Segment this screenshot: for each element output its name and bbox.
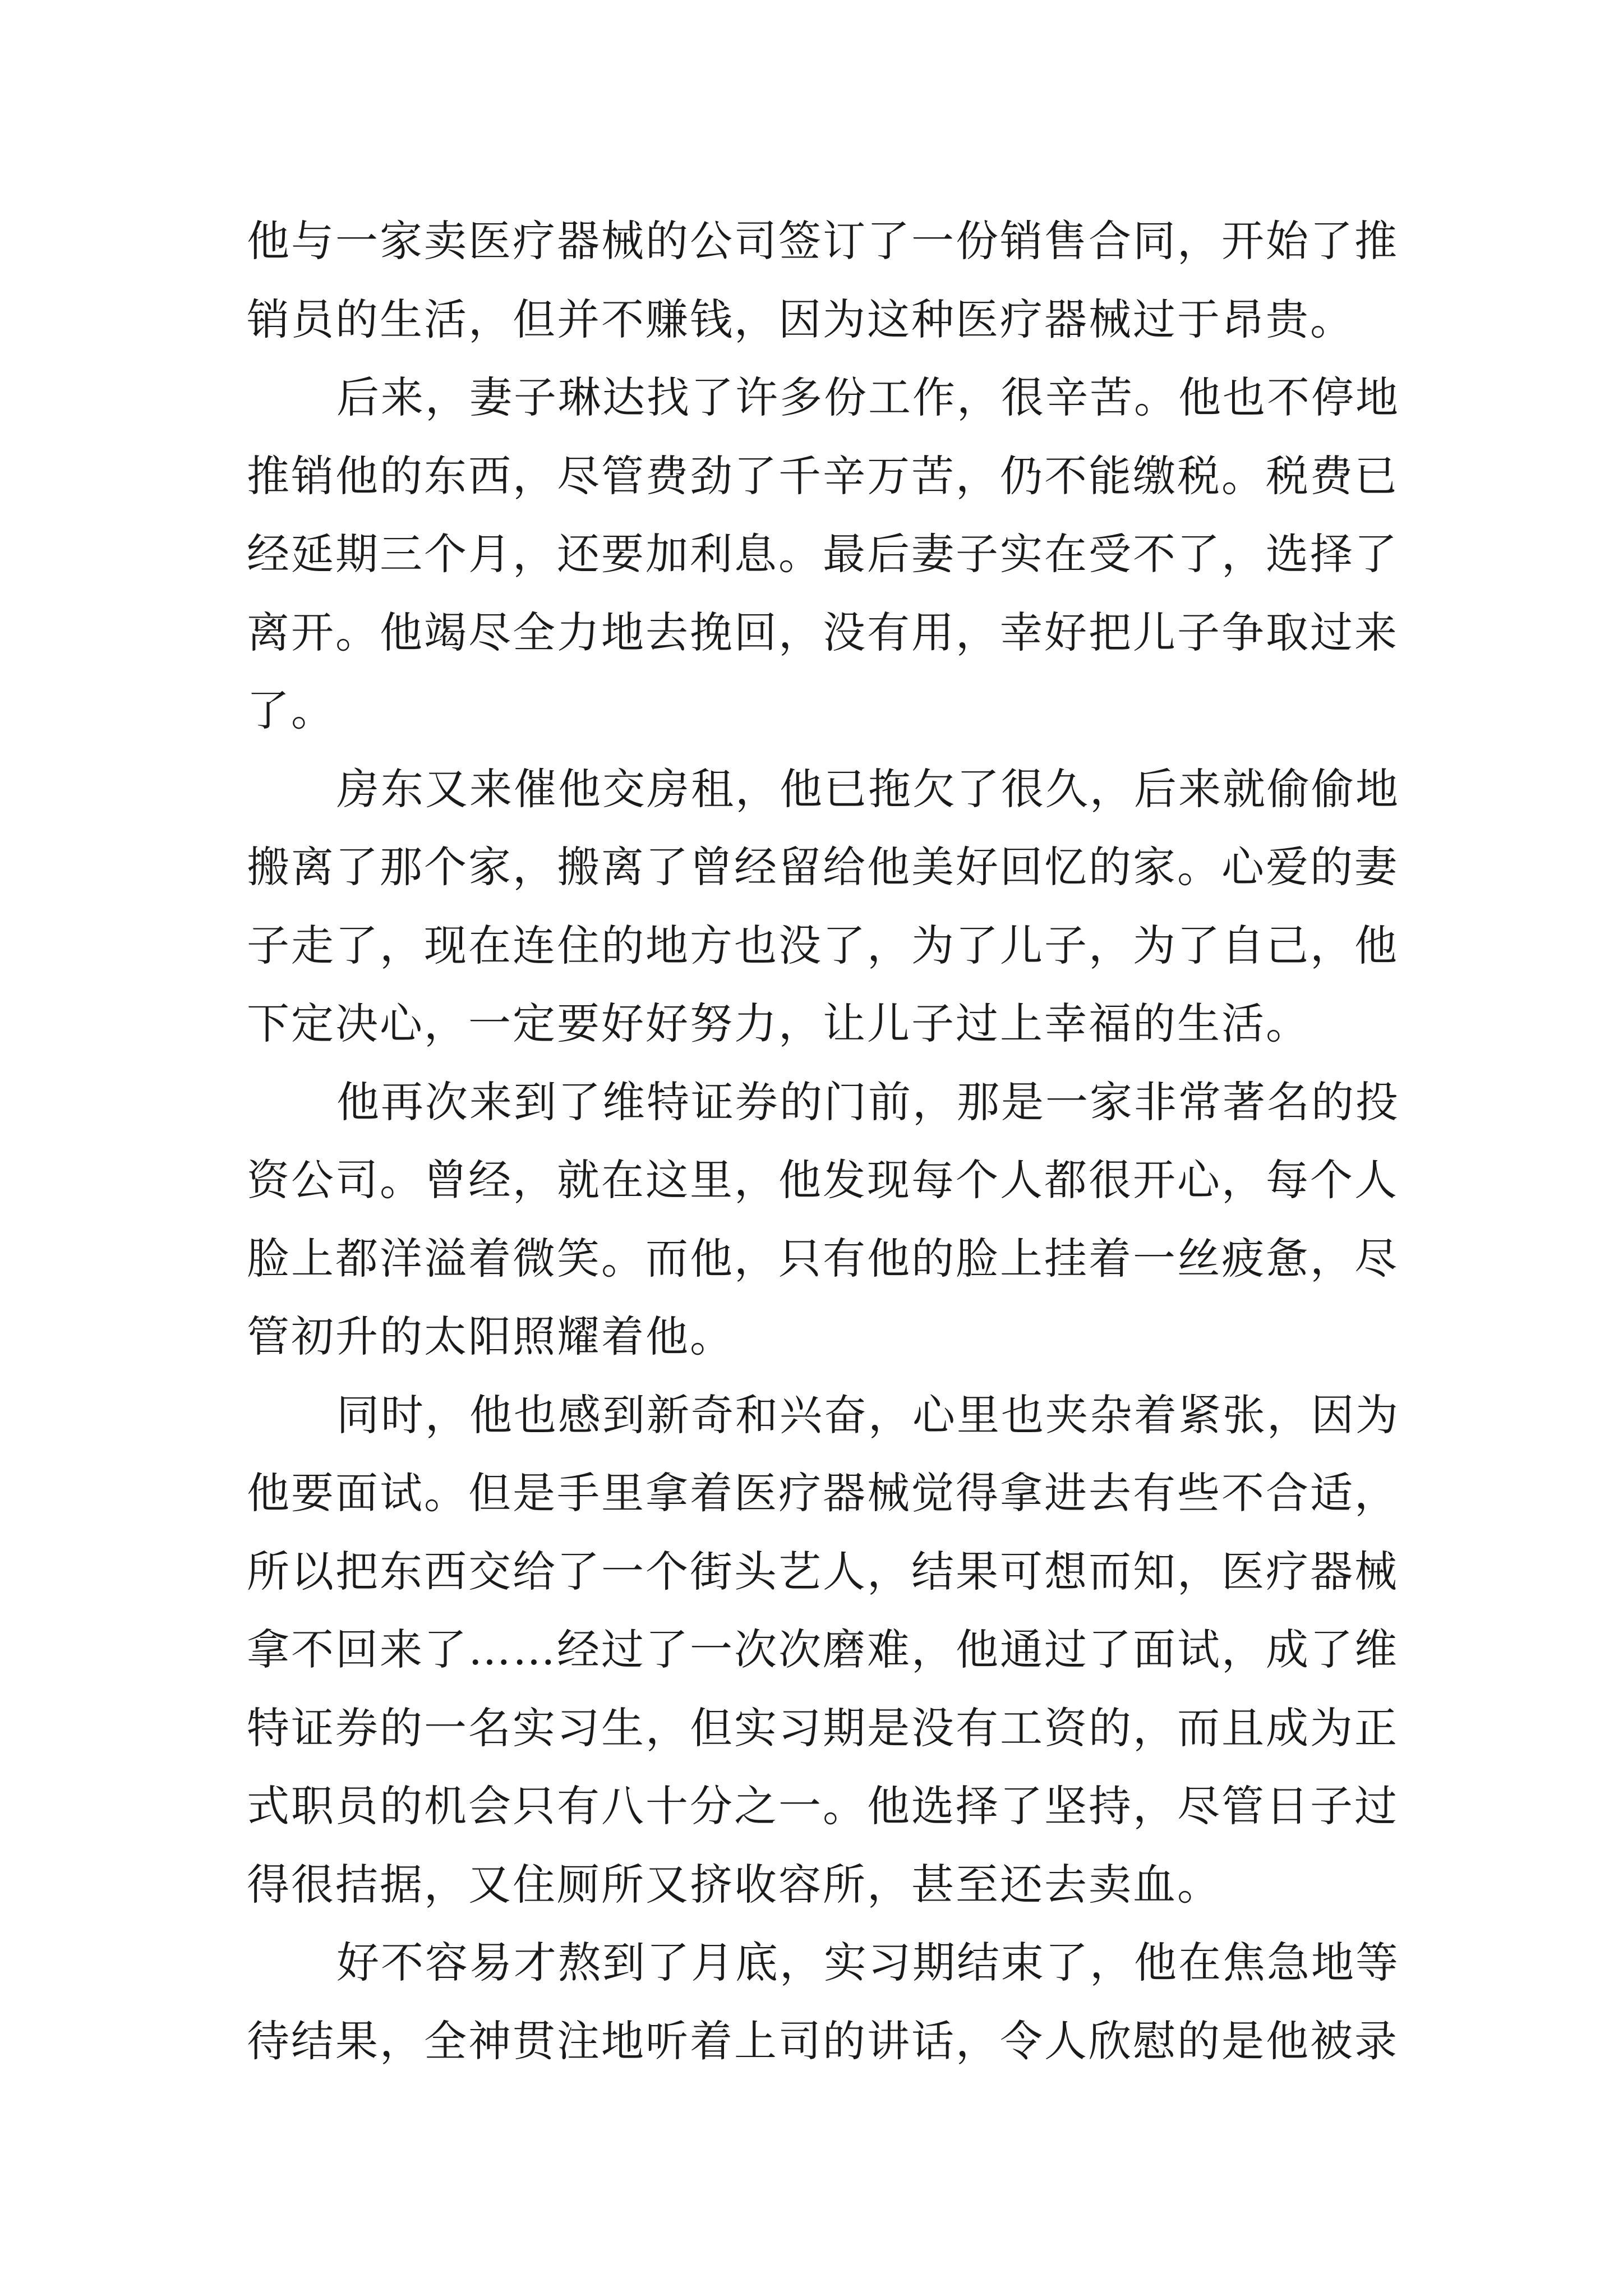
text-line: 销员的生活，但并不赚钱，因为这种医疗器械过于昂贵。 (247, 294, 1354, 344)
text-line: 房东又来催他交房租，他已拖欠了很久，后来就偷偷地 (336, 763, 1400, 814)
paragraph (247, 1376, 1400, 1924)
text-line: 后来，妻子琳达找了许多份工作，很辛苦。他也不停地 (336, 372, 1400, 422)
text-line: 好不容易才熬到了月底，实习期结束了，他在焦急地等 (336, 1938, 1400, 1987)
text-line: 管初升的太阳照耀着他。 (247, 1312, 734, 1361)
paragraph (247, 1924, 1400, 2080)
text-line: 式职员的机会只有八十分之一。他选择了坚持，尽管日子过 (247, 1781, 1399, 1831)
text-line: 资公司。曾经，就在这里，他发现每个人都很开心，每个人 (247, 1155, 1399, 1205)
paragraph (247, 750, 1400, 1063)
text-line: 得很拮据，又住厕所又挤收容所，甚至还去卖血。 (247, 1859, 1221, 1910)
text-line: 拿不回来了……经过了一次次磨难，他通过了面试，成了维 (247, 1625, 1399, 1674)
text-line: 经延期三个月，还要加利息。最后妻子实在受不了，选择了 (247, 529, 1399, 579)
paragraph (247, 202, 1399, 358)
text-line: 待结果，全神贯注地听着上司的讲话，令人欣慰的是他被录 (247, 2016, 1399, 2066)
text-line: 他与一家卖医疗器械的公司签订了一份销售合同，开始了推 (247, 216, 1399, 266)
text-line: 他再次来到了维特证券的门前，那是一家非常著名的投 (336, 1076, 1400, 1127)
text-line: 特证券的一名实习生，但实习期是没有工资的，而且成为正 (247, 1703, 1399, 1753)
text-line: 了。 (247, 685, 335, 735)
text-line: 脸上都洋溢着微笑。而他，只有他的脸上挂着一丝疲惫，尽 (247, 1233, 1399, 1283)
document-body (247, 202, 1400, 2080)
text-line: 下定决心，一定要好好努力，让儿子过上幸福的生活。 (247, 999, 1310, 1048)
text-line: 同时，他也感到新奇和兴奋，心里也夹杂着紧张，因为 (336, 1389, 1400, 1440)
paragraph (247, 1063, 1400, 1376)
text-line: 搬离了那个家，搬离了曾经留给他美好回忆的家。心爱的妻 (247, 842, 1399, 892)
text-line: 离开。他竭尽全力地去挽回，没有用，幸好把儿子争取过来 (247, 607, 1399, 657)
paragraph (247, 358, 1400, 750)
text-line: 子走了，现在连住的地方也没了，为了儿子，为了自己，他 (247, 920, 1399, 970)
text-line: 他要面试。但是手里拿着医疗器械觉得拿进去有些不合适， (247, 1468, 1399, 1518)
text-line: 推销他的东西，尽管费劲了千辛万苦，仍不能缴税。税费已 (247, 450, 1399, 501)
text-line: 所以把东西交给了一个街头艺人，结果可想而知，医疗器械 (247, 1546, 1399, 1596)
